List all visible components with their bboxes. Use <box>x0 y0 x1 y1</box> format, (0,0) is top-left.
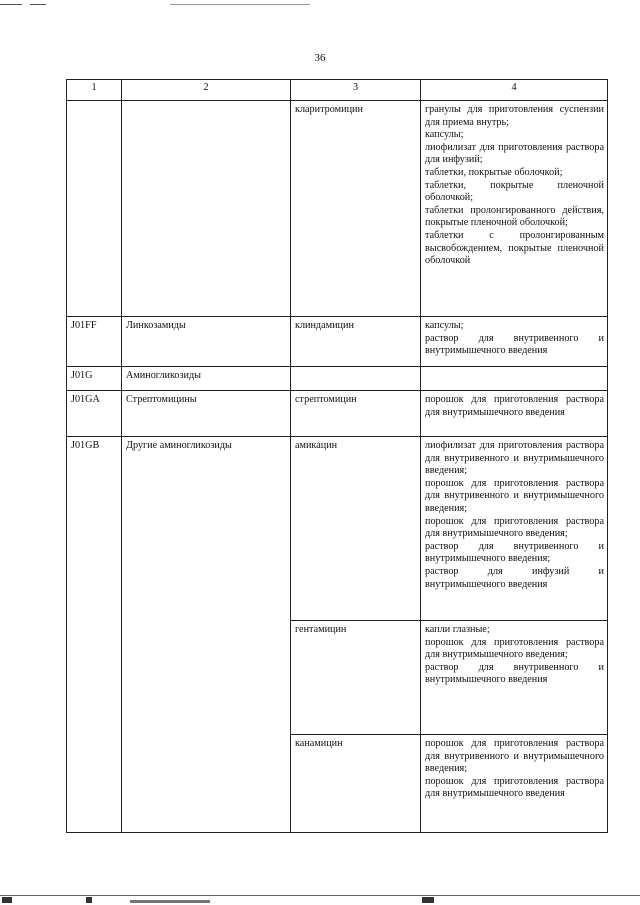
dosage-forms-cell <box>421 101 608 317</box>
table-row <box>67 437 608 621</box>
dosage-form-item: гранулы для приготовления суспензии для приема внутрь; <box>425 104 604 128</box>
group-name-cell <box>122 101 291 317</box>
drug-name-cell: гентамицин <box>291 621 421 735</box>
group-name-cell: Другие аминогликозиды <box>122 437 291 833</box>
dosage-form-item: порошок для приготовления раствора для внутривенного и внутримышечного введения; <box>425 738 604 775</box>
scan-artifact-bottom <box>2 897 12 903</box>
dosage-forms-cell <box>421 437 608 621</box>
scan-artifact-bottom <box>130 900 210 903</box>
dosage-form-item: таблетки с пролонгированным высвобождением, покрытые пленочной оболочкой <box>425 229 604 267</box>
column-header: 1 <box>67 80 122 101</box>
dosage-forms-cell <box>421 367 608 391</box>
table-body <box>67 101 608 833</box>
dosage-form-item: порошок для приготовления раствора для внутримышечного введения <box>425 775 604 800</box>
drug-name-cell: клиндамицин <box>291 317 421 367</box>
drug-name-cell: стрептомицин <box>291 391 421 437</box>
dosage-form-item: раствор для инфузий и внутримышечного введения <box>425 565 604 590</box>
atc-code-cell: J01FF <box>67 317 122 367</box>
dosage-forms-cell <box>421 735 608 833</box>
dosage-form-item: порошок для приготовления раствора для внутримышечного введения; <box>425 515 604 540</box>
scan-artifact-bottom <box>422 897 434 903</box>
group-name-cell: Стрептомицины <box>122 391 291 437</box>
column-header: 4 <box>421 80 608 101</box>
dosage-forms-cell <box>421 391 608 437</box>
dosage-form-item: таблетки пролонгированного действия, покрытые пленочной оболочкой; <box>425 204 604 229</box>
column-header: 2 <box>122 80 291 101</box>
dosage-form-item: лиофилизат для приготовления раствора для внутривенного и внутримышечного введения; <box>425 440 604 477</box>
scan-artifact-bottom <box>0 895 640 896</box>
table-row <box>67 391 608 437</box>
drug-name-cell: канамицин <box>291 735 421 833</box>
scan-artifact-top <box>30 4 46 5</box>
drug-table <box>66 79 608 833</box>
dosage-form-item: порошок для приготовления раствора для внутривенного и внутримышечного введения; <box>425 477 604 514</box>
dosage-form-item: таблетки, покрытые оболочкой; <box>425 166 563 178</box>
table-row <box>67 101 608 317</box>
dosage-form-item: порошок для приготовления раствора для внутримышечного введения; <box>425 636 604 661</box>
atc-code-cell: J01GB <box>67 437 122 833</box>
dosage-form-item: капли глазные; <box>425 624 490 635</box>
column-header: 3 <box>291 80 421 101</box>
drug-name-cell: амикацин <box>291 437 421 621</box>
group-name-cell: Линкозамиды <box>122 317 291 367</box>
dosage-form-item: таблетки, покрытые пленочной оболочкой; <box>425 179 604 204</box>
drug-name-cell <box>291 367 421 391</box>
atc-code-cell <box>67 101 122 317</box>
drug-name-cell: кларитромицин <box>291 101 421 317</box>
dosage-forms-cell <box>421 621 608 735</box>
table-row <box>67 367 608 391</box>
group-name-cell: Аминогликозиды <box>122 367 291 391</box>
dosage-form-item: раствор для внутривенного и внутримышечного введения; <box>425 540 604 565</box>
atc-code-cell: J01G <box>67 367 122 391</box>
scan-artifact-top <box>0 4 22 5</box>
scan-artifact-bottom <box>86 897 92 903</box>
dosage-forms-cell <box>421 317 608 367</box>
dosage-form-item: раствор для внутривенного и внутримышечного введения <box>425 332 604 357</box>
dosage-form-item: раствор для внутривенного и внутримышечного введения <box>425 661 604 686</box>
scan-artifact-top <box>170 4 310 5</box>
atc-code-cell: J01GA <box>67 391 122 437</box>
table-header-row <box>67 80 608 101</box>
table-row <box>67 317 608 367</box>
dosage-form-item: капсулы; <box>425 129 464 141</box>
dosage-form-item: лиофилизат для приготовления раствора для инфузий; <box>425 141 604 166</box>
dosage-form-item: порошок для приготовления раствора для внутримышечного введения <box>425 394 604 418</box>
dosage-form-item: капсулы; <box>425 320 464 331</box>
page-number: 36 <box>314 52 326 64</box>
